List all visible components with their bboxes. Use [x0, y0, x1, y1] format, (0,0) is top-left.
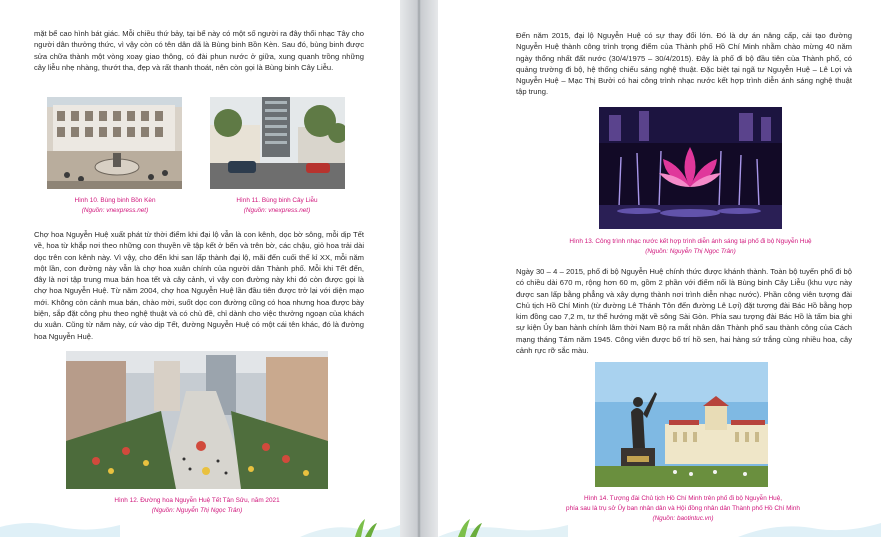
- figure-10-caption: [40, 196, 190, 216]
- figure-12-caption-source: (Nguồn: Nguyễn Thị Ngọc Trân): [151, 507, 243, 514]
- figure-10-caption-title: Hình 10. Bùng binh Bồn Kèn: [74, 197, 156, 204]
- figure-12-caption: [66, 496, 328, 516]
- right-page: [438, 0, 881, 537]
- figure-12-photo: [66, 351, 328, 489]
- figure-13-caption-title: Hình 13. Công trình nhạc nước kết hợp trình diễn ánh sáng tại phố đi bộ Nguyễn Huệ: [569, 238, 812, 245]
- figure-14-caption-line2: phía sau là trụ sở Ủy ban nhân dân và Hội đồng nhân dân Thành phố Hồ Chí Minh: [566, 505, 800, 512]
- figure-14-photo: [595, 362, 768, 487]
- right-opening-paragraph: Ngày 30 – 4 – 2015, phố đi bộ Nguyễn Huệ chính thức được khánh thành. Toàn bộ tuyến phố đi bộ có chiều dài 670 m, rộng hơn 60 m, gồm 2 phần với điểm nối là Bùng binh Cây Liễu (khu vực này được san lấp bằng phẳng và xây dựng thành nơi trình diễn nhạc nước). Phần công viên tượng đài Chủ tịch Hồ Chí Minh (từ đường Lê Thánh Tôn đến đường Lê Lợi) đặt tượng đài Bác Hồ bằng hợp kim đồng cao 7,2 m, tư thế hướng mặt về sông Sài Gòn. Phía sau tượng đài Bác Hồ là tấm bia ghi sự kiện Ủy ban hành chính lâm thời Nam Bộ ra mắt nhân dân Thành phố sau thành công của Cách mạng tháng Tám năm 1945. Công viên được bố trí hồ sen, hai hàng sứ trắng cùng nhiều hoa, cây cảnh rực rỡ sắc màu.: [516, 267, 852, 356]
- left-footer-decoration: [0, 515, 400, 537]
- figure-11-caption-title: Hình 11. Bùng binh Cây Liễu: [236, 197, 318, 204]
- figure-14-caption-line1: Hình 14. Tượng đài Chủ tịch Hồ Chí Minh trên phố đi bộ Nguyễn Huệ,: [583, 495, 783, 502]
- figure-13-caption-source: (Nguồn: Nguyễn Thị Ngọc Trân): [645, 248, 736, 255]
- figure-11-caption-source: (Nguồn: vnexpress.net): [243, 207, 311, 214]
- book-gutter: [400, 0, 438, 537]
- figure-11-photo: [210, 97, 345, 189]
- figure-10-photo: [47, 97, 182, 189]
- figure-13-caption: [538, 237, 843, 257]
- figure-12-caption-title: Hình 12. Đường hoa Nguyễn Huệ Tết Tân Sửu, năm 2021: [114, 497, 280, 504]
- figure-14-caption-source: (Nguồn: baotintuc.vn): [652, 515, 714, 522]
- left-flower-market-paragraph: Chợ hoa Nguyễn Huệ xuất phát từ thời điểm khi đại lộ vẫn là con kênh, dọc bờ sông, mỗi dịp Tết về, hoa từ khắp nơi theo những con thuyền về tập kết ở bến và trên bờ, các chậu, giỏ hoa trải dài dọc trên con kênh này. Vì vậy, cho đến khi san lấp thành đại lộ, mãi đến cuối thế kỉ XX, mỗi năm một lần, con đường này vẫn là chợ hoa xuân chính của người dân Thành phố. Mỗi khi Tết đến, đây là nơi tập trung mua bán hoa tết và cây cảnh, vì vậy con đường này khi đó còn được gọi là chợ hoa Nguyễn Huệ. Từ năm 2004, chợ hoa Nguyễn Huệ lần đầu tiên được trở lại với diện mạo mới. Không còn cảnh mua bán, chào mời, suốt dọc con đường cũng có hoa nhưng hoa được bày biện, sắp đặt công phu theo nghệ thuật và có chủ đề, chỉ dành cho việc thưởng ngoạn của khách du xuân. Cũng từ năm này, cứ vào dịp Tết, đường Nguyễn Huệ có một cái tên khác, đó là đường hoa Nguyễn Huệ.: [34, 230, 364, 341]
- left-page: [0, 0, 400, 537]
- left-intro-paragraph: mặt bể cao hình bát giác. Mỗi chiều thứ bảy, tại bể này có một số người ra đây thổi nhạc Tây cho người dân thưởng thức, vì vậy còn có tên dân dã là Bùng binh Bồn Kèn. Sau đó, bùng binh được sửa chữa thành một vòng xoay giao thông, có đài phun nước ở giữa, xung quanh trồng những cây liễu nhẹ nhàng, thướt tha, đẹp và rất thanh thoát, nên còn gọi là Bùng binh Cây Liễu.: [34, 29, 364, 72]
- figure-10-caption-source: (Nguồn: vnexpress.net): [81, 207, 149, 214]
- right-footer-decoration: [438, 515, 881, 537]
- figure-13-photo: [599, 107, 782, 229]
- right-2015-paragraph: Đến năm 2015, đại lộ Nguyễn Huệ có sự thay đổi lớn. Đó là dự án nâng cấp, cải tạo đường Nguyễn Huệ thành công trình trọng điểm của Thành phố Hồ Chí Minh nhằm chào mừng 40 năm ngày thống nhất đất nước (30/4/1975 – 30/4/2015). Đây là phố đi bộ đầu tiên của Thành phố, có quảng trường đi bộ, hệ thống chiếu sáng nghệ thuật. Đặc biệt tại ngã tư Nguyễn Huệ – Lê Lợi và Nguyễn Huệ – Mạc Thị Bưởi có hai công trình nhạc nước kết hợp trình diễn ánh sáng nghệ thuật tập trung.: [516, 31, 852, 97]
- figure-11-caption: [202, 196, 352, 216]
